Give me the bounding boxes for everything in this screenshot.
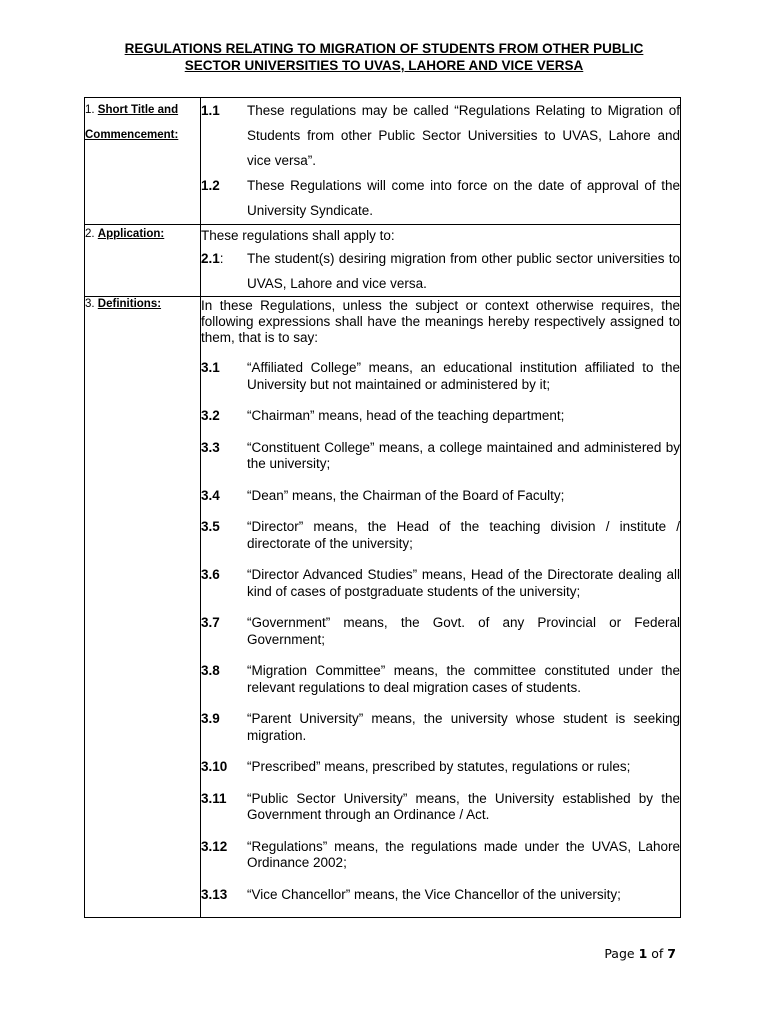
- section-label: Commencement:: [85, 129, 179, 141]
- clause: [201, 173, 680, 223]
- definition-item: [201, 567, 680, 600]
- definition-item: [201, 519, 680, 552]
- definition-text: “Chairman” means, head of the teaching department;: [247, 408, 565, 423]
- definition-item: [201, 360, 680, 393]
- definition-item: [201, 711, 680, 744]
- title-line-1: REGULATIONS RELATING TO MIGRATION OF STUDENTS FROM OTHER PUBLIC: [124, 41, 644, 56]
- definition-item: [201, 488, 680, 505]
- footer-of-word: of: [651, 946, 664, 961]
- definition-text: “Vice Chancellor” means, the Vice Chancellor of the university;: [247, 886, 621, 902]
- definition-text: “Regulations” means, the regulations made under the UVAS, Lahore Ordinance 2002;: [247, 838, 680, 870]
- clause: [201, 98, 680, 173]
- section-row-short-title: [85, 98, 681, 225]
- definition-text: “Dean” means, the Chairman of the Board of Faculty;: [247, 487, 565, 503]
- footer-page-word: Page: [604, 946, 635, 961]
- definition-item: [201, 839, 680, 872]
- section-label-cell: [85, 98, 201, 225]
- definition-number: 3.5: [201, 519, 220, 534]
- definition-number: 3.1: [201, 360, 220, 375]
- definition-text: “Parent University” means, the university whose student is seeking migration.: [247, 711, 680, 743]
- section-number: 2.: [85, 228, 95, 240]
- definition-number: 3.11: [201, 790, 227, 806]
- definitions-list: [201, 360, 680, 903]
- section-body-cell: [201, 98, 681, 225]
- section-body-cell: [201, 225, 681, 297]
- definition-number: 3.3: [201, 439, 220, 455]
- definition-item: [201, 440, 680, 473]
- clause-text: The student(s) desiring migration from other public sector universities to UVAS, Lahore and vice versa.: [247, 251, 680, 291]
- page-footer: [604, 946, 676, 961]
- definition-number: 3.6: [201, 567, 220, 582]
- section-row-application: [85, 225, 681, 297]
- section-intro: In these Regulations, unless the subject or context otherwise requires, the following expressions shall have the meanings hereby respectively assigned to them, that is to say:: [201, 298, 680, 345]
- definition-number: 3.12: [201, 838, 228, 854]
- section-label-cell: [85, 225, 201, 297]
- section-intro: These regulations shall apply to:: [201, 228, 395, 243]
- clause-number: 2.1:: [201, 251, 224, 266]
- definition-text: “Migration Committee” means, the committee constituted under the relevant regulations to deal migration cases of students.: [247, 663, 680, 695]
- definition-text: “Public Sector University” means, the University established by the Government through an Ordinance / Act.: [247, 790, 680, 822]
- definition-number: 3.7: [201, 615, 220, 630]
- definition-text: “Director Advanced Studies” means, Head of the Directorate dealing all kind of cases of postgraduate students of the university;: [247, 567, 680, 599]
- section-label-cell: [85, 297, 201, 918]
- footer-page-number: 1: [638, 946, 648, 961]
- footer-page-total: 7: [667, 946, 676, 961]
- section-label: Application:: [97, 228, 165, 240]
- definition-number: 3.8: [201, 663, 220, 678]
- clause-number: 1.2: [201, 178, 220, 193]
- definition-number: 3.2: [201, 408, 220, 423]
- section-label: Definitions:: [97, 298, 162, 310]
- definition-number: 3.10: [201, 759, 228, 774]
- definition-text: “Constituent College” means, a college maintained and administered by the university;: [247, 439, 680, 471]
- definition-item: [201, 759, 680, 776]
- document-title: [0, 40, 768, 74]
- definition-item: [201, 887, 680, 904]
- clause-number: 1.1: [201, 103, 220, 118]
- definition-text: “Affiliated College” means, an educational institution affiliated to the University but not maintained or administered by it;: [247, 360, 680, 392]
- section-number: 1.: [85, 104, 95, 116]
- section-body-cell: [201, 297, 681, 918]
- definition-item: [201, 663, 680, 696]
- definition-item: [201, 408, 680, 425]
- regulations-table: [84, 97, 681, 918]
- definition-text: “Prescribed” means, prescribed by statutes, regulations or rules;: [247, 759, 631, 774]
- clause: [201, 246, 680, 296]
- definition-text: “Director” means, the Head of the teaching division / institute / directorate of the university;: [247, 519, 680, 551]
- clause-text: These regulations may be called “Regulations Relating to Migration of Students from other Public Sector Universities to UVAS, Lahore and vice versa”.: [247, 103, 680, 168]
- section-row-definitions: [85, 297, 681, 918]
- definition-number: 3.9: [201, 711, 220, 726]
- definition-text: “Government” means, the Govt. of any Provincial or Federal Government;: [247, 615, 680, 647]
- definition-item: [201, 791, 680, 824]
- section-label: Short Title and: [97, 104, 179, 116]
- definition-number: 3.13: [201, 886, 228, 902]
- title-line-2: SECTOR UNIVERSITIES TO UVAS, LAHORE AND VICE VERSA: [184, 58, 584, 73]
- definition-item: [201, 615, 680, 648]
- clause-text: These Regulations will come into force on the date of approval of the University Syndicate.: [247, 178, 680, 218]
- section-number: 3.: [85, 298, 95, 310]
- definition-number: 3.4: [201, 487, 220, 503]
